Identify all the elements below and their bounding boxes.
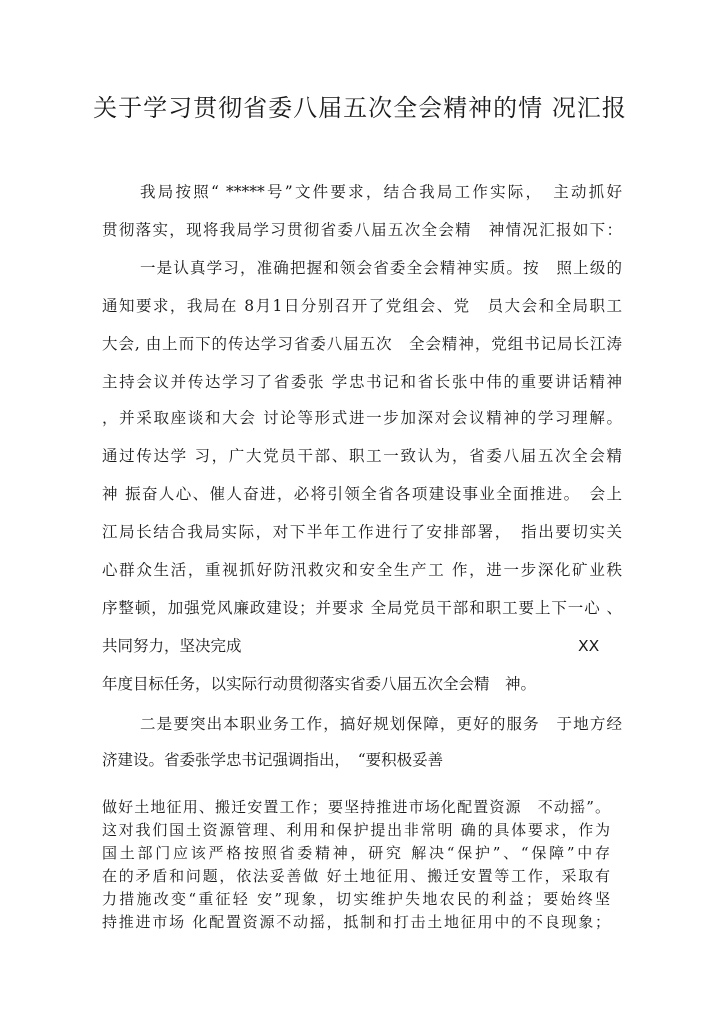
paragraph-line: 持推进市场 化配置资源不动摇，抵制和打击土地征用中的不良现象；: [102, 913, 610, 931]
paragraph-line: 序整顿，加强党风廉政建设；并要求 全局党员干部和职工要上下一心 、: [102, 599, 622, 617]
paragraph-line: 二是要突出本职业务工作，搞好规划保障，更好的服务 于地方经: [140, 715, 622, 733]
paragraph-line: 心群众生活，重视抓好防汛救灾和安全生产工 作，进一步深化矿业秩: [102, 561, 622, 579]
paragraph-line: 神 振奋人心、催人奋进，必将引领全省各项建设事业全面推进。 会上: [102, 485, 622, 503]
paragraph-line: 年度目标任务，以实际行动贯彻落实省委八届五次全会精 神。: [102, 675, 537, 693]
document-title: 关于学习贯彻省委八届五次全会精神的情 况汇报: [93, 94, 627, 122]
paragraph-line: ，并采取座谈和大会 讨论等形式进一步加深对会议精神的学习理解。: [102, 409, 622, 427]
paragraph-line: 在的矛盾和问题，依法妥善做 好土地征用、搬迁安置等工作，采取有: [102, 867, 610, 885]
paragraph-line: 我局按照“ *****号”文件要求，结合我局工作实际， 主动抓好: [140, 183, 622, 201]
paragraph-line: 大会, 由上而下的传达学习省委八届五次 全会精神，党组书记局长江涛: [102, 335, 622, 353]
paragraph-line: 做好土地征用、搬迁安置工作；要坚持推进市场化配置资源 不动摇”。: [102, 798, 610, 816]
paragraph-line: 共同努力，坚决完成: [102, 637, 242, 655]
paragraph-line: 济建设。省委张学忠书记强调指出， “要积极妥善: [102, 751, 444, 769]
paragraph-line: 主持会议并传达学习了省委张 学忠书记和省长张中伟的重要讲话精神: [102, 373, 622, 391]
paragraph-line: 这对我们国土资源管理、利用和保护提出非常明 确的具体要求，作为: [102, 821, 610, 839]
paragraph-line: 一是认真学习，准确把握和领会省委全会精神实质。按 照上级的: [140, 259, 622, 277]
paragraph-line: 国土部门应该严格按照省委精神，研究 解决“保护”、“保障”中存: [102, 844, 610, 862]
paragraph-line: 贯彻落实，现将我局学习贯彻省委八届五次全会精 神情况汇报如下：: [102, 221, 622, 239]
paragraph-line: 力措施改变“重征轻 安”现象，切实维护失地农民的利益；要始终坚: [102, 890, 610, 908]
paragraph-line: 通知要求，我局在 8月1日分别召开了党组会、党 员大会和全局职工: [102, 297, 622, 315]
paragraph-line: 江局长结合我局实际，对下半年工作进行了安排部署， 指出要切实关: [102, 523, 622, 541]
paragraph-line: 通过传达学 习，广大党员干部、职工一致认为，省委八届五次全会精: [102, 447, 622, 465]
xx-placeholder-mark: XX: [578, 637, 600, 655]
